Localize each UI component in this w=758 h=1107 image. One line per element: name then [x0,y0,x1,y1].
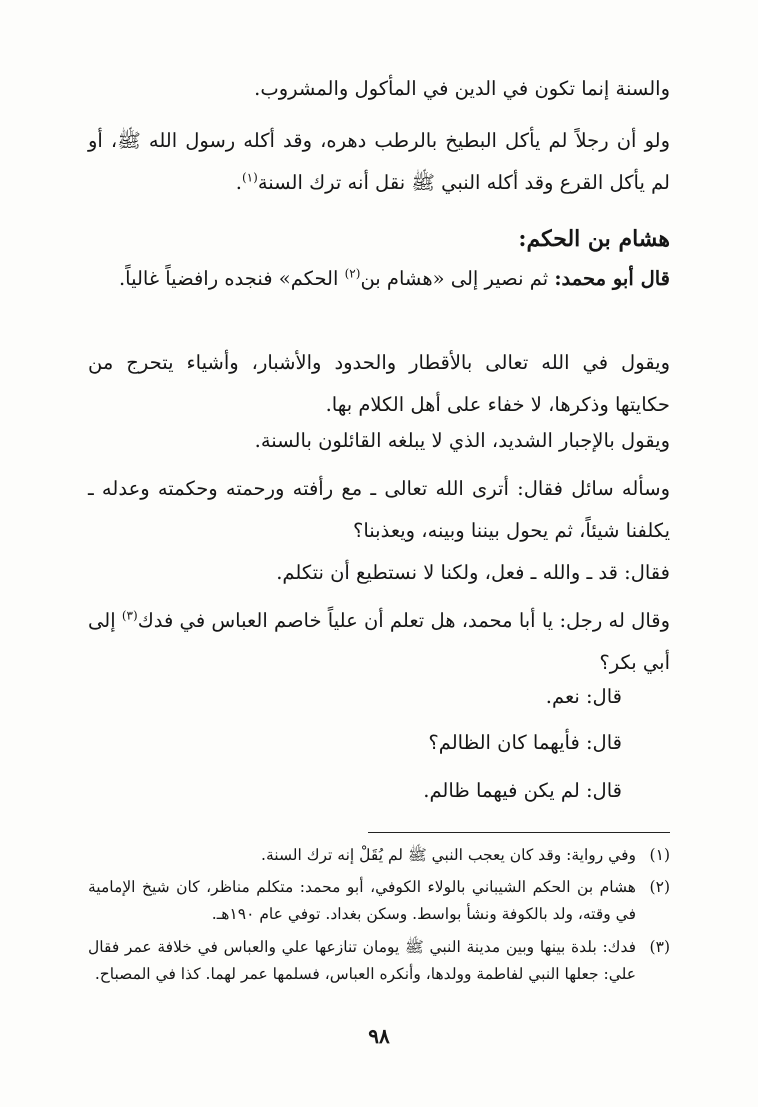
section-heading: هشام بن الحكم: [518,226,670,252]
dialogue-line-1: قال: نعم. [545,685,622,708]
paragraph-1: والسنة إنما تكون في الدين في المأكول والمشروب. [254,77,670,100]
paragraph-2-end: . [235,171,242,194]
dialogue-line-2: قال: فأيهما كان الظالم؟ [428,731,622,754]
dialogue-line-3: قال: لم يكن فيهما ظالم. [423,779,622,802]
paragraph-3-part-b: الحكم» فنجده رافضياً غالياً. [118,267,345,290]
speaker-label: قال أبو محمد: [554,267,670,290]
paragraph-8 [88,600,670,684]
footnote-text: وفي رواية: وقد كان يعجب النبي ﷺ لم يُقَلْ إنه ترك السنة. [261,846,636,864]
footnote-ref-3[interactable]: (٣) [121,608,138,623]
footnote-divider [368,832,670,833]
paragraph-8-part-a: وقال له رجل: يا أبا محمد، هل تعلم أن علياً خاصم العباس في فدك [137,609,670,632]
footnote-text: فدك: بلدة بينها وبين مدينة النبي ﷺ يومان تنازعها علي والعباس في خلافة عمر فقال علي: جعلها النبي لفاطمة وولدها، وأنكره العباس، فسلمها عمر لهما. كذا في المصباح. [88,938,636,983]
footnote-1 [88,842,670,869]
paragraph-3 [88,258,670,300]
paragraph-6: وسأله سائل فقال: أترى الله تعالى ـ مع رأفته ورحمته وحكمته وعدله ـ يكلفنا شيئاً، ثم يحول بيننا وبينه، ويعذبنا؟ [88,477,670,542]
paragraph-2-text: ولو أن رجلاً لم يأكل البطيخ بالرطب دهره، وقد أكله رسول الله ﷺ، أو لم يأكل القرع وقد أكله النبي ﷺ نقل أنه ترك السنة [88,129,670,194]
paragraph-5: ويقول بالإجبار الشديد، الذي لا يبلغه القائلون بالسنة. [254,429,670,452]
footnote-2 [88,874,670,928]
paragraph-8-part-b: إلى أبي بكر؟ [88,609,670,674]
footnote-number: (٣) [649,938,670,956]
footnote-number: (١) [649,846,670,864]
footnote-ref-2[interactable]: (٢) [344,266,361,281]
footnote-3 [88,934,670,988]
paragraph-3-part-a: ثم نصير إلى «هشام بن [360,267,555,290]
page-number: ٩٨ [368,1024,390,1048]
footnote-ref-1[interactable]: (١) [241,170,258,185]
footnote-text: هشام بن الحكم الشيباني بالولاء الكوفي، أبو محمد: متكلم مناظر، كان شيخ الإمامية في وقته، ولد بالكوفة ونشأ بواسط. وسكن بغداد. توفي عام ١٩٠هـ. [88,878,636,923]
paragraph-7: فقال: قد ـ والله ـ فعل، ولكنا لا نستطيع أن نتكلم. [276,561,670,584]
paragraph-2 [88,120,670,204]
paragraph-4: ويقول في الله تعالى بالأقطار والحدود والأشبار، وأشياء يتحرج من حكايتها وذكرها، لا خفاء على أهل الكلام بها. [88,351,670,416]
footnote-number: (٢) [649,878,670,896]
